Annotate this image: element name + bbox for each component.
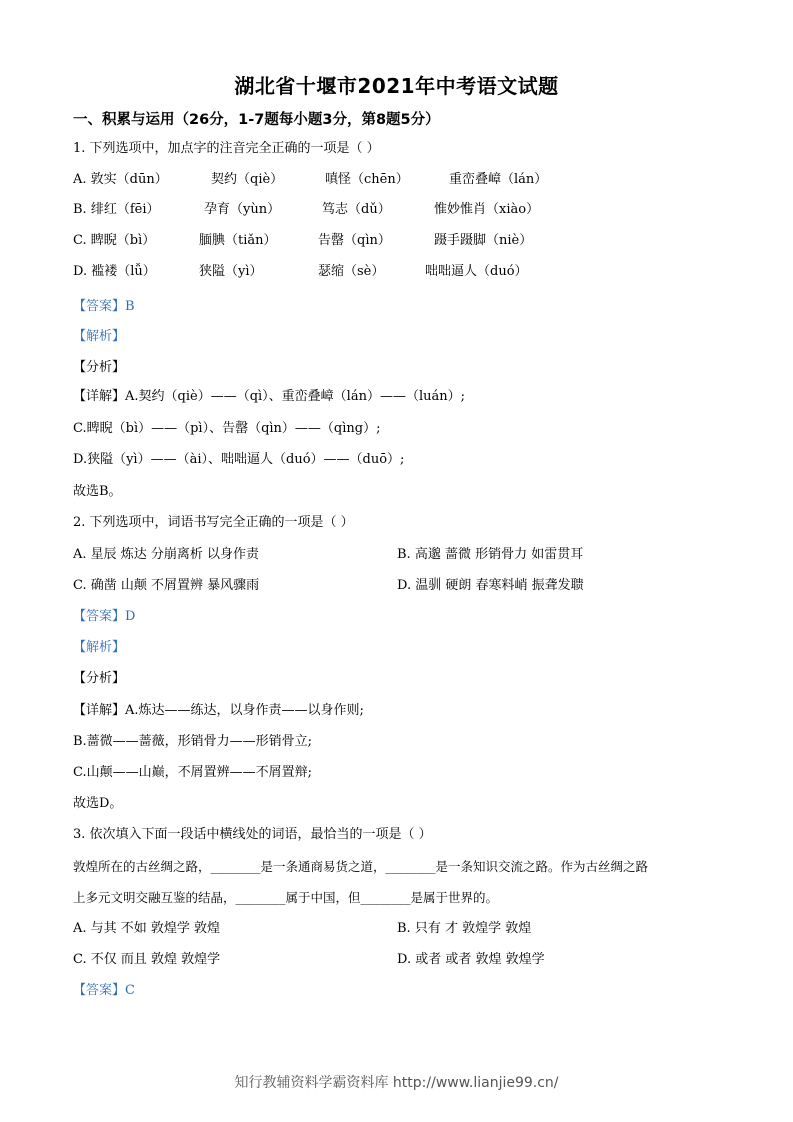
q2-option-b: B. 高邈 蔷微 形销骨力 如雷贯耳 [397,547,584,562]
q1-option-b-3: 笃志（dǔ） [322,202,391,217]
q1-option-d-1: D. 褴褛（lǚ） [73,264,156,279]
q1-option-a-4: 重峦叠嶂（lán） [449,172,548,187]
q1-option-c-2: 腼腆（tiǎn） [199,233,277,248]
q1-option-c-4: 蹑手蹑脚（niè） [434,233,533,248]
q1-option-d-2: 狭隘（yì） [199,264,263,279]
q1-fenxi: 【分析】 [73,360,126,375]
q3-paragraph-1: 敦煌所在的古丝绸之路，________是一条通商易货之道，________是一条知识交流之路。作为古丝绸之路 [73,859,649,874]
page-title: 湖北省十堰市2021年中考语文试题 [234,74,559,98]
q2-detail-1: 【详解】A.炼达——练达，以身作责——以身作则; [73,703,364,718]
q1-detail-1: 【详解】A.契约（qiè）——（qì）、重峦叠嶂（lán）——（luán）; [73,389,465,404]
q1-option-c-3: 告罄（qìn） [318,233,391,248]
q1-option-a-1: A. 敦实（dūn） [73,172,168,187]
q1-option-a-2: 契约（qiè） [211,172,284,187]
q1-option-c-1: C. 睥睨（bì） [73,233,156,248]
q3-paragraph-2: 上多元文明交融互鉴的结晶，________属于中国，但________是属于世界的。 [73,890,499,905]
q3-option-b: B. 只有 才 敦煌学 敦煌 [397,921,532,936]
q2-option-a: A. 星辰 炼达 分崩离析 以身作责 [73,547,260,562]
q3-option-a: A. 与其 不如 敦煌学 敦煌 [73,921,221,936]
q1-answer: 【答案】B [73,299,135,314]
q2-fenxi: 【分析】 [73,671,126,686]
q1-option-b-4: 惟妙惟肖（xiào） [434,202,540,217]
q1-option-b-2: 孕育（yùn） [204,202,281,217]
q2-answer: 【答案】D [73,609,136,624]
section-heading: 一、积累与运用（26分，1-7题每小题3分，第8题5分） [73,112,440,128]
q3-option-d: D. 或者 或者 敦煌 敦煌学 [397,952,545,967]
q1-conclusion: 故选B。 [73,484,122,499]
q1-option-d-4: 咄咄逼人（duó） [425,264,528,279]
q2-stem: 2. 下列选项中，词语书写完全正确的一项是（ ） [73,515,354,530]
q1-detail-3: D.狭隘（yì）——（ài）、咄咄逼人（duó）——（duō）; [73,452,405,467]
q3-option-c: C. 不仅 而且 敦煌 敦煌学 [73,952,221,967]
q1-option-b-1: B. 绯红（fēi） [73,202,160,217]
q1-analysis-tag: 【解析】 [73,329,126,344]
q2-detail-2: B.蔷微——蔷薇，形销骨力——形销骨立; [73,734,313,749]
q1-stem: 1. 下列选项中，加点字的注音完全正确的一项是（ ） [73,141,380,156]
q3-stem: 3. 依次填入下面一段话中横线处的词语，最恰当的一项是（ ） [73,827,432,842]
q2-analysis-tag: 【解析】 [73,640,126,655]
q2-option-c: C. 确凿 山颠 不屑置辨 暴风骤雨 [73,578,260,593]
q2-detail-3: C.山颠——山巅，不屑置辨——不屑置辩; [73,765,312,780]
q2-option-d: D. 温驯 硬朗 春寒料峭 振聋发聩 [397,578,584,593]
footer-watermark: 知行教辅资料学霸资料库 http://www.lianjie99.cn/ [234,1075,559,1091]
q3-answer: 【答案】C [73,983,135,998]
q1-detail-2: C.睥睨（bì）——（pì）、告罄（qìn）——（qìng）; [73,421,381,436]
q1-option-d-3: 瑟缩（sè） [318,264,385,279]
q1-option-a-3: 嗔怪（chēn） [325,172,409,187]
q2-conclusion: 故选D。 [73,796,123,811]
